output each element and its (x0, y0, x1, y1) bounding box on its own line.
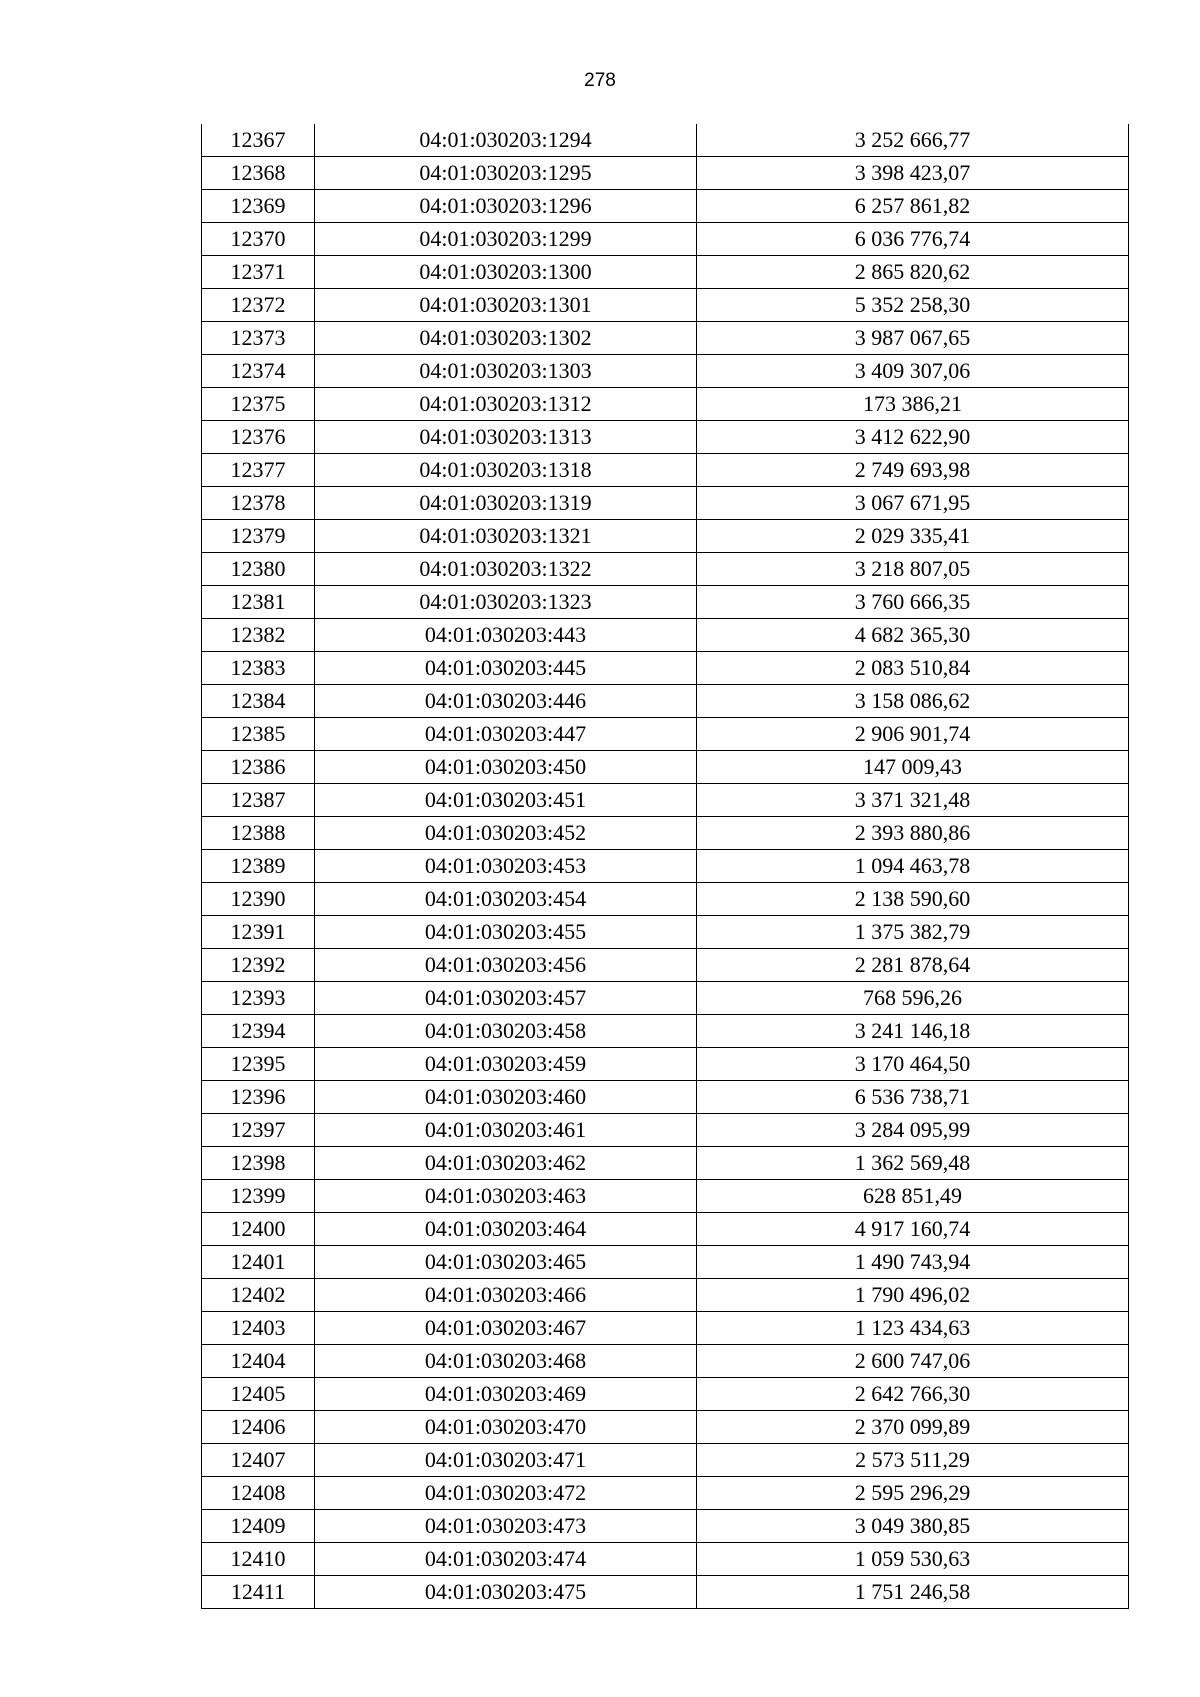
row-number-cell: 12407 (202, 1444, 315, 1477)
cadastral-value-cell: 3 158 086,62 (697, 685, 1129, 718)
row-number-cell: 12400 (202, 1213, 315, 1246)
row-number-cell: 12396 (202, 1081, 315, 1114)
row-number-cell: 12374 (202, 355, 315, 388)
cadastral-value-cell: 2 281 878,64 (697, 949, 1129, 982)
cadastral-value-cell: 1 790 496,02 (697, 1279, 1129, 1312)
table-row (202, 1246, 1129, 1279)
table-row (202, 883, 1129, 916)
cadastral-number-cell: 04:01:030203:452 (315, 817, 697, 850)
cadastral-number-cell: 04:01:030203:469 (315, 1378, 697, 1411)
cadastral-number-cell: 04:01:030203:1301 (315, 289, 697, 322)
cadastral-number-cell: 04:01:030203:1295 (315, 157, 697, 190)
table-row (202, 1279, 1129, 1312)
row-number-cell: 12377 (202, 454, 315, 487)
row-number-cell: 12367 (202, 124, 315, 157)
cadastral-value-cell: 147 009,43 (697, 751, 1129, 784)
cadastral-value-cell: 1 751 246,58 (697, 1576, 1129, 1609)
cadastral-value-cell: 2 370 099,89 (697, 1411, 1129, 1444)
row-number-cell: 12397 (202, 1114, 315, 1147)
row-number-cell: 12392 (202, 949, 315, 982)
row-number-cell: 12409 (202, 1510, 315, 1543)
table-row (202, 1015, 1129, 1048)
table-row (202, 751, 1129, 784)
table-row (202, 1444, 1129, 1477)
row-number-cell: 12398 (202, 1147, 315, 1180)
row-number-cell: 12375 (202, 388, 315, 421)
cadastral-value-cell: 2 906 901,74 (697, 718, 1129, 751)
table-row (202, 1477, 1129, 1510)
row-number-cell: 12372 (202, 289, 315, 322)
cadastral-number-cell: 04:01:030203:462 (315, 1147, 697, 1180)
cadastral-value-cell: 2 573 511,29 (697, 1444, 1129, 1477)
table-body (202, 124, 1129, 1609)
table-row (202, 553, 1129, 586)
cadastral-value-cell: 3 067 671,95 (697, 487, 1129, 520)
cadastral-number-cell: 04:01:030203:460 (315, 1081, 697, 1114)
table-row (202, 586, 1129, 619)
cadastral-value-cell: 1 059 530,63 (697, 1543, 1129, 1576)
row-number-cell: 12399 (202, 1180, 315, 1213)
row-number-cell: 12411 (202, 1576, 315, 1609)
cadastral-number-cell: 04:01:030203:459 (315, 1048, 697, 1081)
cadastral-value-cell: 6 036 776,74 (697, 223, 1129, 256)
row-number-cell: 12402 (202, 1279, 315, 1312)
cadastral-value-cell: 2 600 747,06 (697, 1345, 1129, 1378)
table-row (202, 1411, 1129, 1444)
table-row (202, 817, 1129, 850)
row-number-cell: 12394 (202, 1015, 315, 1048)
cadastral-value-cell: 5 352 258,30 (697, 289, 1129, 322)
row-number-cell: 12386 (202, 751, 315, 784)
cadastral-number-cell: 04:01:030203:447 (315, 718, 697, 751)
row-number-cell: 12371 (202, 256, 315, 289)
table-row (202, 1312, 1129, 1345)
cadastral-value-cell: 2 138 590,60 (697, 883, 1129, 916)
cadastral-number-cell: 04:01:030203:463 (315, 1180, 697, 1213)
row-number-cell: 12369 (202, 190, 315, 223)
cadastral-number-cell: 04:01:030203:1294 (315, 124, 697, 157)
table-row (202, 652, 1129, 685)
cadastral-number-cell: 04:01:030203:464 (315, 1213, 697, 1246)
table-row (202, 421, 1129, 454)
cadastral-number-cell: 04:01:030203:461 (315, 1114, 697, 1147)
cadastral-number-cell: 04:01:030203:468 (315, 1345, 697, 1378)
row-number-cell: 12406 (202, 1411, 315, 1444)
cadastral-value-cell: 3 987 067,65 (697, 322, 1129, 355)
cadastral-value-cell: 1 123 434,63 (697, 1312, 1129, 1345)
cadastral-value-cell: 2 393 880,86 (697, 817, 1129, 850)
row-number-cell: 12401 (202, 1246, 315, 1279)
table-row (202, 322, 1129, 355)
row-number-cell: 12410 (202, 1543, 315, 1576)
row-number-cell: 12368 (202, 157, 315, 190)
cadastral-number-cell: 04:01:030203:457 (315, 982, 697, 1015)
cadastral-number-cell: 04:01:030203:445 (315, 652, 697, 685)
cadastral-value-cell: 1 362 569,48 (697, 1147, 1129, 1180)
cadastral-value-cell: 628 851,49 (697, 1180, 1129, 1213)
cadastral-number-cell: 04:01:030203:1303 (315, 355, 697, 388)
cadastral-value-cell: 3 049 380,85 (697, 1510, 1129, 1543)
row-number-cell: 12376 (202, 421, 315, 454)
cadastral-number-cell: 04:01:030203:454 (315, 883, 697, 916)
table-row (202, 619, 1129, 652)
cadastral-number-cell: 04:01:030203:470 (315, 1411, 697, 1444)
cadastral-number-cell: 04:01:030203:1296 (315, 190, 697, 223)
cadastral-number-cell: 04:01:030203:466 (315, 1279, 697, 1312)
cadastral-value-cell: 4 917 160,74 (697, 1213, 1129, 1246)
cadastral-number-cell: 04:01:030203:475 (315, 1576, 697, 1609)
cadastral-number-cell: 04:01:030203:1321 (315, 520, 697, 553)
table-row (202, 1510, 1129, 1543)
cadastral-value-cell: 3 284 095,99 (697, 1114, 1129, 1147)
table-row (202, 1147, 1129, 1180)
cadastral-value-cell: 1 490 743,94 (697, 1246, 1129, 1279)
cadastral-value-cell: 173 386,21 (697, 388, 1129, 421)
table-row (202, 1213, 1129, 1246)
cadastral-number-cell: 04:01:030203:471 (315, 1444, 697, 1477)
row-number-cell: 12391 (202, 916, 315, 949)
table-row (202, 454, 1129, 487)
cadastral-value-cell: 3 252 666,77 (697, 124, 1129, 157)
table-row (202, 1048, 1129, 1081)
row-number-cell: 12381 (202, 586, 315, 619)
row-number-cell: 12379 (202, 520, 315, 553)
table-row (202, 1180, 1129, 1213)
table-row (202, 1081, 1129, 1114)
cadastral-number-cell: 04:01:030203:467 (315, 1312, 697, 1345)
table-row (202, 520, 1129, 553)
cadastral-value-cell: 3 371 321,48 (697, 784, 1129, 817)
table-row (202, 223, 1129, 256)
cadastral-number-cell: 04:01:030203:1299 (315, 223, 697, 256)
cadastral-value-cell: 3 241 146,18 (697, 1015, 1129, 1048)
row-number-cell: 12403 (202, 1312, 315, 1345)
cadastral-number-cell: 04:01:030203:1300 (315, 256, 697, 289)
cadastral-number-cell: 04:01:030203:456 (315, 949, 697, 982)
cadastral-number-cell: 04:01:030203:473 (315, 1510, 697, 1543)
table-row (202, 1114, 1129, 1147)
row-number-cell: 12383 (202, 652, 315, 685)
cadastral-value-table (201, 124, 1129, 1609)
cadastral-value-cell: 3 170 464,50 (697, 1048, 1129, 1081)
cadastral-value-cell: 2 749 693,98 (697, 454, 1129, 487)
cadastral-value-cell: 4 682 365,30 (697, 619, 1129, 652)
cadastral-number-cell: 04:01:030203:1302 (315, 322, 697, 355)
table-row (202, 289, 1129, 322)
cadastral-value-cell: 2 595 296,29 (697, 1477, 1129, 1510)
cadastral-number-cell: 04:01:030203:446 (315, 685, 697, 718)
row-number-cell: 12382 (202, 619, 315, 652)
row-number-cell: 12388 (202, 817, 315, 850)
row-number-cell: 12378 (202, 487, 315, 520)
row-number-cell: 12370 (202, 223, 315, 256)
cadastral-number-cell: 04:01:030203:1319 (315, 487, 697, 520)
row-number-cell: 12387 (202, 784, 315, 817)
cadastral-number-cell: 04:01:030203:451 (315, 784, 697, 817)
cadastral-value-table-container (201, 124, 1129, 1609)
table-row (202, 718, 1129, 751)
cadastral-number-cell: 04:01:030203:474 (315, 1543, 697, 1576)
table-row (202, 388, 1129, 421)
cadastral-number-cell: 04:01:030203:1322 (315, 553, 697, 586)
table-row (202, 1378, 1129, 1411)
cadastral-number-cell: 04:01:030203:443 (315, 619, 697, 652)
cadastral-number-cell: 04:01:030203:1313 (315, 421, 697, 454)
cadastral-value-cell: 768 596,26 (697, 982, 1129, 1015)
table-row (202, 949, 1129, 982)
cadastral-value-cell: 2 865 820,62 (697, 256, 1129, 289)
row-number-cell: 12384 (202, 685, 315, 718)
row-number-cell: 12380 (202, 553, 315, 586)
cadastral-value-cell: 3 412 622,90 (697, 421, 1129, 454)
row-number-cell: 12390 (202, 883, 315, 916)
page-number: 278 (584, 70, 616, 91)
cadastral-number-cell: 04:01:030203:465 (315, 1246, 697, 1279)
row-number-cell: 12385 (202, 718, 315, 751)
cadastral-number-cell: 04:01:030203:1318 (315, 454, 697, 487)
table-row (202, 256, 1129, 289)
table-row (202, 487, 1129, 520)
row-number-cell: 12395 (202, 1048, 315, 1081)
table-row (202, 685, 1129, 718)
cadastral-value-cell: 3 760 666,35 (697, 586, 1129, 619)
table-row (202, 1345, 1129, 1378)
row-number-cell: 12405 (202, 1378, 315, 1411)
cadastral-number-cell: 04:01:030203:450 (315, 751, 697, 784)
table-row (202, 124, 1129, 157)
cadastral-value-cell: 2 083 510,84 (697, 652, 1129, 685)
table-row (202, 982, 1129, 1015)
cadastral-number-cell: 04:01:030203:1323 (315, 586, 697, 619)
cadastral-value-cell: 2 642 766,30 (697, 1378, 1129, 1411)
cadastral-value-cell: 3 398 423,07 (697, 157, 1129, 190)
cadastral-number-cell: 04:01:030203:453 (315, 850, 697, 883)
row-number-cell: 12393 (202, 982, 315, 1015)
cadastral-number-cell: 04:01:030203:458 (315, 1015, 697, 1048)
table-row (202, 1576, 1129, 1609)
table-row (202, 157, 1129, 190)
cadastral-value-cell: 3 409 307,06 (697, 355, 1129, 388)
row-number-cell: 12389 (202, 850, 315, 883)
cadastral-value-cell: 6 257 861,82 (697, 190, 1129, 223)
table-row (202, 355, 1129, 388)
table-row (202, 850, 1129, 883)
cadastral-value-cell: 1 094 463,78 (697, 850, 1129, 883)
cadastral-number-cell: 04:01:030203:1312 (315, 388, 697, 421)
cadastral-number-cell: 04:01:030203:455 (315, 916, 697, 949)
table-row (202, 784, 1129, 817)
row-number-cell: 12408 (202, 1477, 315, 1510)
table-row (202, 916, 1129, 949)
cadastral-value-cell: 1 375 382,79 (697, 916, 1129, 949)
cadastral-number-cell: 04:01:030203:472 (315, 1477, 697, 1510)
table-row (202, 190, 1129, 223)
row-number-cell: 12404 (202, 1345, 315, 1378)
table-row (202, 1543, 1129, 1576)
cadastral-value-cell: 6 536 738,71 (697, 1081, 1129, 1114)
cadastral-value-cell: 3 218 807,05 (697, 553, 1129, 586)
cadastral-value-cell: 2 029 335,41 (697, 520, 1129, 553)
row-number-cell: 12373 (202, 322, 315, 355)
